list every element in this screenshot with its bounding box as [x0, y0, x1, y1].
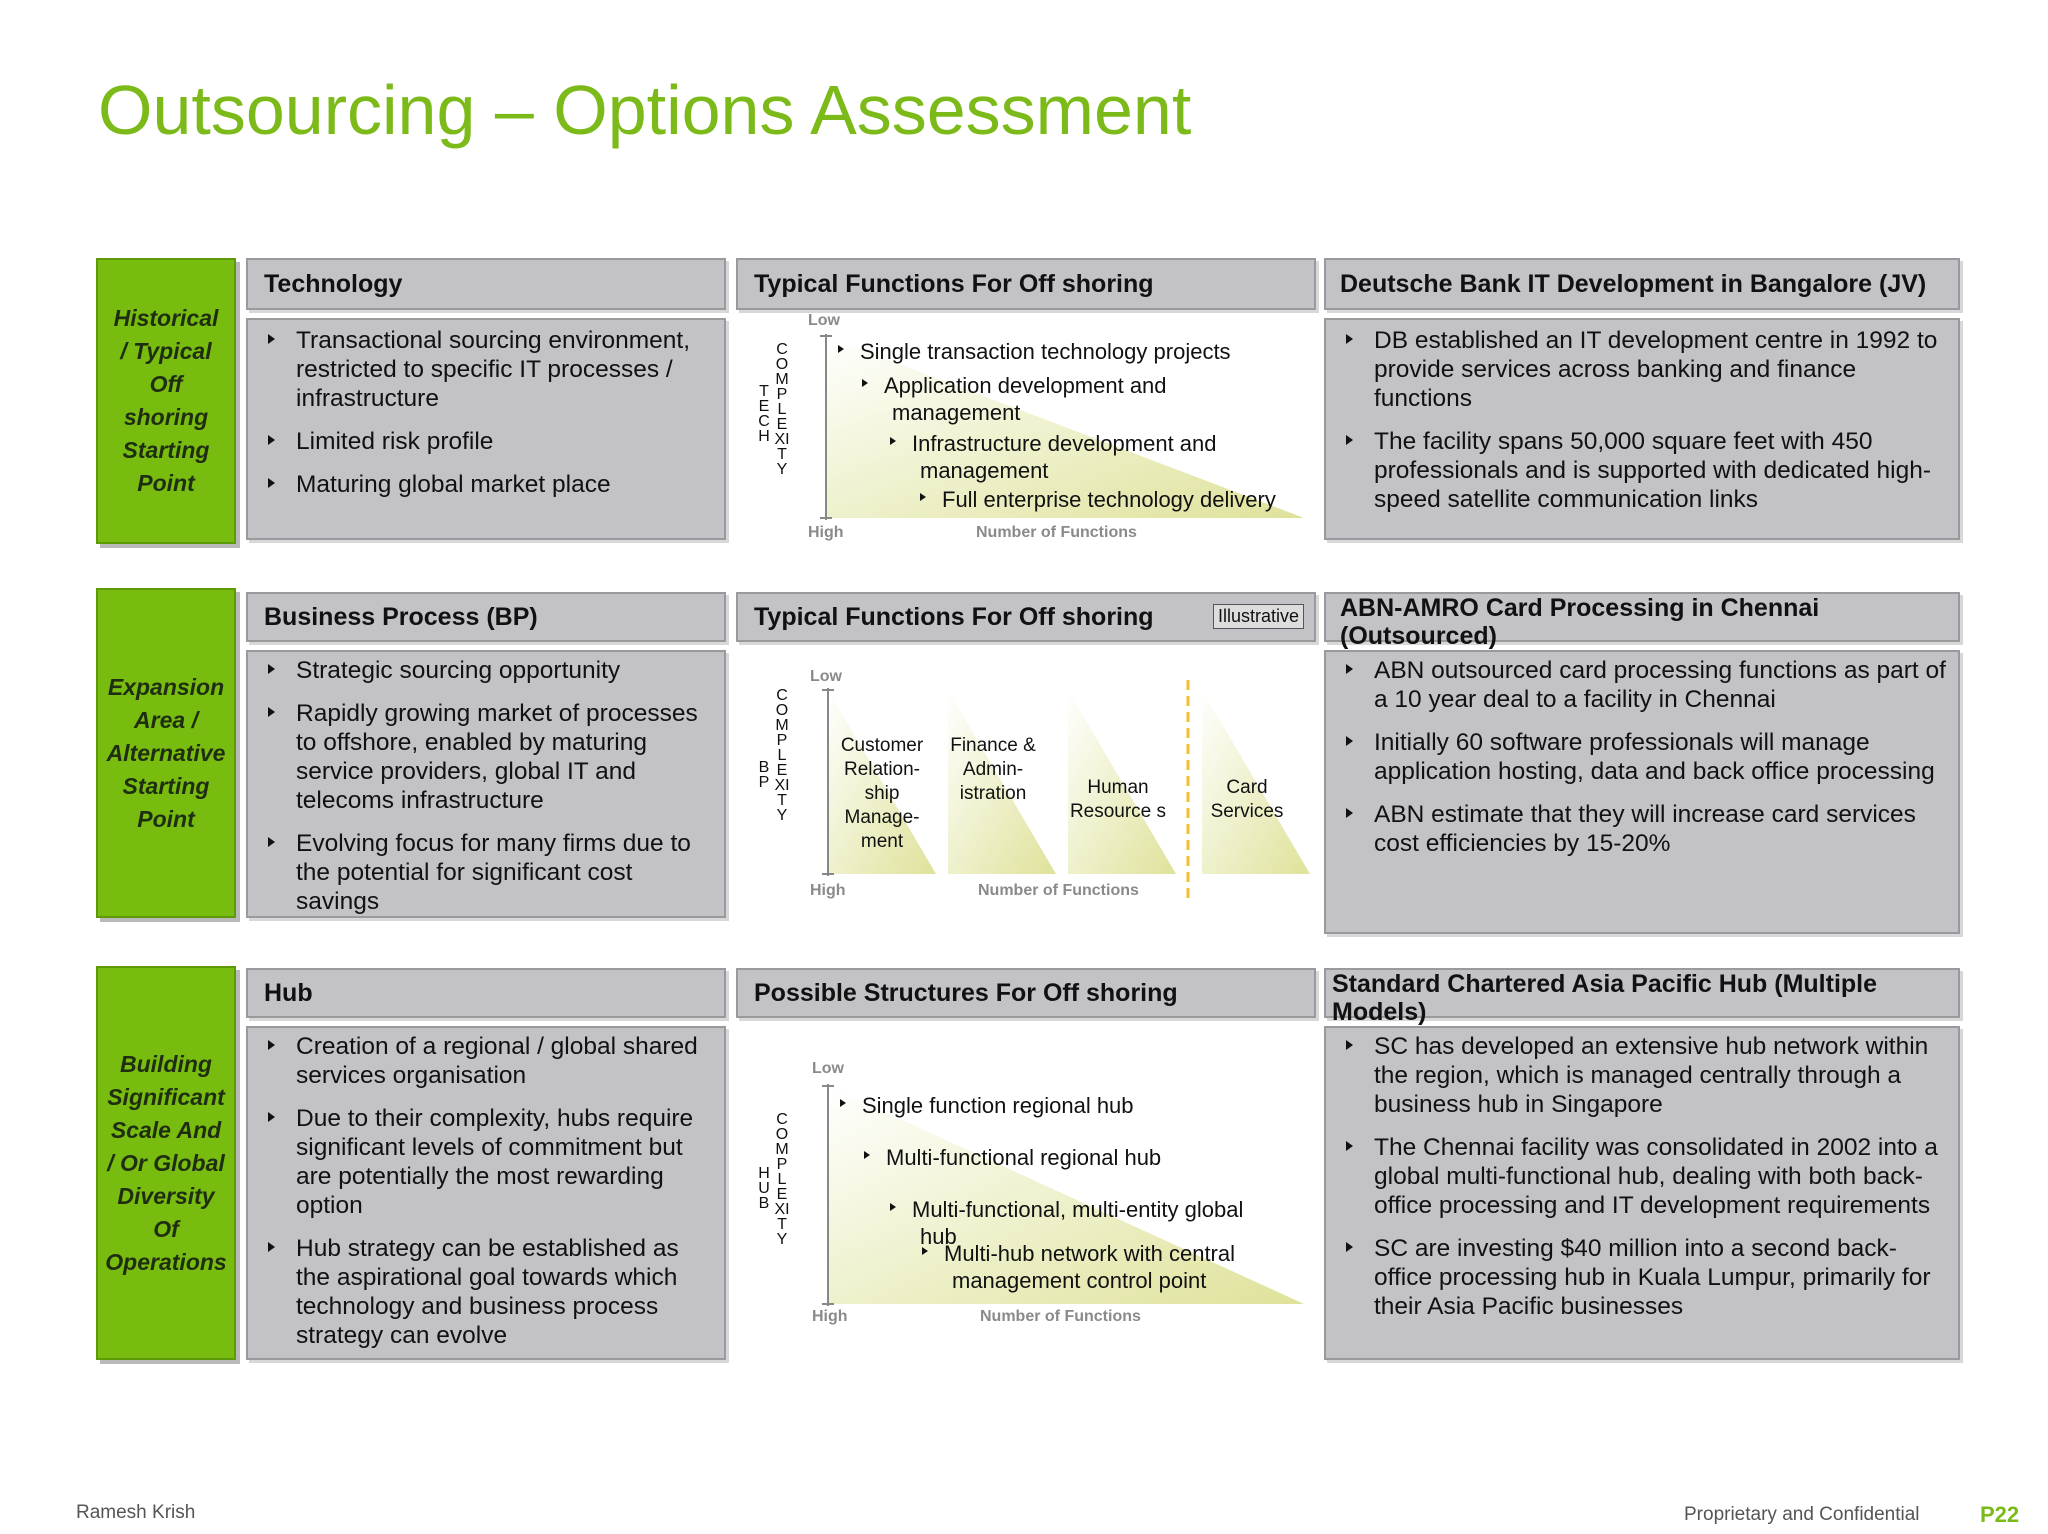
footer-author: Ramesh Krish — [76, 1502, 196, 1523]
business-process-bullets — [262, 656, 714, 930]
abn-amro-bullets — [1340, 656, 1948, 872]
axis-label-tech: TECH — [758, 383, 770, 445]
list-item: The facility spans 50,000 square feet with 450 professionals and is supported with dedicated high-speed satellite communication links — [1340, 427, 1948, 514]
standard-chartered-panel — [1324, 1026, 1960, 1360]
list-item: Strategic sourcing opportunity — [262, 656, 714, 685]
list-item: ABN estimate that they will increase card services cost efficiencies by 15-20% — [1340, 800, 1948, 858]
tri-item-4: Multi-hub network with central management control point — [922, 1240, 1252, 1294]
technology-bullets — [262, 326, 714, 513]
row-label-expansion: Expansion Area / Alternative Starting Point — [96, 588, 236, 918]
list-item: Creation of a regional / global shared services organisation — [262, 1032, 714, 1090]
list-item: DB established an IT development centre in 1992 to provide services across banking and finance functions — [1340, 326, 1948, 413]
hub-panel — [246, 1026, 726, 1360]
deutsche-bank-bullets — [1340, 326, 1948, 528]
deutsche-bank-panel — [1324, 318, 1960, 540]
hub-header: Hub — [246, 968, 726, 1018]
business-process-panel — [246, 650, 726, 918]
tri-item-3: Infrastructure development and management — [890, 430, 1230, 484]
bp-complexity-diagram — [736, 660, 1316, 910]
column-hr: Human Resource s — [1069, 777, 1167, 822]
standard-chartered-title: Standard Chartered Asia Pacific Hub (Multiple Models) — [1332, 970, 1878, 1026]
hub-complexity-diagram — [736, 1054, 1316, 1334]
axis-label-complexity: COMPLEXITY — [774, 687, 790, 824]
axis-low-label: Low — [808, 312, 840, 329]
standard-chartered-header — [1324, 968, 1960, 1026]
standard-chartered-bullets — [1340, 1032, 1948, 1335]
list-item: SC are investing $40 million into a second back-office processing hub in Kuala Lumpur, primarily for their Asia Pacific businesses — [1340, 1234, 1948, 1321]
row-label-building-scale: Building Significant Scale And / Or Global Diversity Of Operations — [96, 966, 236, 1360]
axis-high-label: High — [812, 1308, 848, 1325]
list-item: SC has developed an extensive hub network within the region, which is managed centrally through a business hub in Singapore — [1340, 1032, 1948, 1119]
list-item: The Chennai facility was consolidated in 2002 into a global multi-functional hub, dealing with both back-office processing and IT development requirements — [1340, 1133, 1948, 1220]
axis-low-label: Low — [810, 668, 842, 685]
typical-functions-title-2: Typical Functions For Off shoring — [754, 602, 1154, 631]
tri-item-1: Single transaction technology projects — [838, 338, 1231, 365]
row-label-historical: Historical / Typical Off shoring Starting Point — [96, 258, 236, 544]
axis-high-label: High — [808, 524, 844, 541]
abn-amro-title: ABN-AMRO Card Processing in Chennai (Outsourced) — [1340, 594, 1820, 650]
business-process-header: Business Process (BP) — [246, 592, 726, 642]
possible-structures-header: Possible Structures For Off shoring — [736, 968, 1316, 1018]
tri-item-2: Application development and management — [862, 372, 1182, 426]
list-item: ABN outsourced card processing functions as part of a 10 year deal to a facility in Chennai — [1340, 656, 1948, 714]
list-item: Hub strategy can be established as the aspirational goal towards which technology and business process strategy can evolve — [262, 1234, 714, 1350]
axis-high-label: High — [810, 882, 846, 899]
tri-item-4: Full enterprise technology delivery — [920, 486, 1276, 513]
list-item: Transactional sourcing environment, restricted to specific IT processes / infrastructure — [262, 326, 714, 413]
axis-label-complexity: COMPLEXITY — [774, 341, 790, 478]
tri-item-2: Multi-functional regional hub — [864, 1144, 1161, 1171]
technology-header: Technology — [246, 258, 726, 310]
list-item: Limited risk profile — [262, 427, 714, 456]
x-axis-label: Number of Functions — [978, 882, 1139, 899]
footer-confidential: Proprietary and Confidential — [1684, 1504, 1920, 1525]
typical-functions-header-1: Typical Functions For Off shoring — [736, 258, 1316, 310]
x-axis-label: Number of Functions — [980, 1308, 1141, 1325]
column-finance: Finance & Admin- istration — [950, 735, 1036, 804]
axis-label-complexity: COMPLEXITY — [774, 1111, 790, 1248]
tech-complexity-diagram — [736, 312, 1316, 548]
page-title: Outsourcing – Options Assessment — [98, 71, 1192, 149]
hub-bullets — [262, 1032, 714, 1364]
axis-label-hub: HUB — [758, 1165, 770, 1212]
list-item: Evolving focus for many firms due to the potential for significant cost savings — [262, 829, 714, 916]
abn-amro-panel — [1324, 650, 1960, 934]
deutsche-bank-header: Deutsche Bank IT Development in Bangalore (JV) — [1324, 258, 1960, 310]
list-item: Initially 60 software professionals will manage application hosting, data and back office processing — [1340, 728, 1948, 786]
page-number: P22 — [1980, 1502, 2020, 1527]
axis-low-label: Low — [812, 1060, 844, 1077]
column-crm: Customer Relation- ship Manage- ment — [840, 735, 924, 852]
tri-item-3: Multi-functional, multi-entity global hub — [890, 1196, 1250, 1250]
typical-functions-header-2 — [736, 592, 1316, 642]
list-item: Due to their complexity, hubs require significant levels of commitment but are potentially the most rewarding option — [262, 1104, 714, 1220]
axis-label-bp: BP — [758, 759, 770, 791]
abn-amro-header — [1324, 592, 1960, 650]
list-item: Maturing global market place — [262, 470, 714, 499]
illustrative-tag: Illustrative — [1213, 604, 1304, 629]
list-item: Rapidly growing market of processes to offshore, enabled by maturing service providers, global IT and telecoms infrastructure — [262, 699, 714, 815]
tri-item-1: Single function regional hub — [840, 1092, 1134, 1119]
technology-panel — [246, 318, 726, 540]
x-axis-label: Number of Functions — [976, 524, 1137, 541]
column-card-services: Card Services — [1210, 777, 1284, 822]
